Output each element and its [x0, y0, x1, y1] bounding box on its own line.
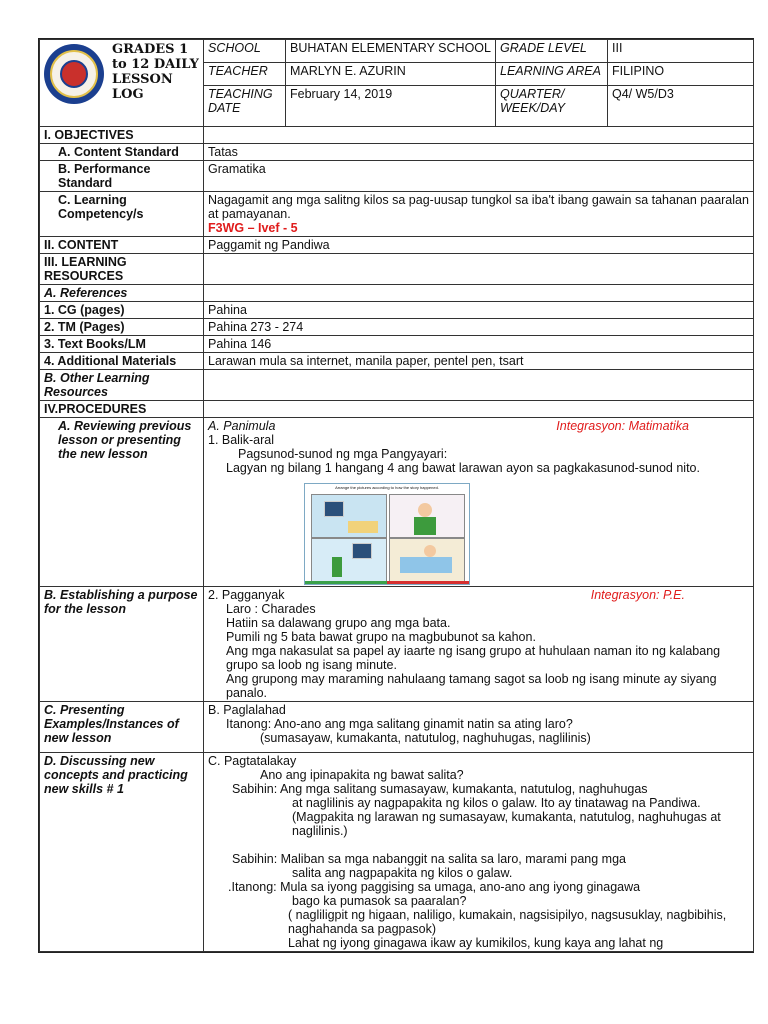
deped-seal-icon	[44, 44, 104, 104]
pagtatalakay-note: (Magpakita ng larawan ng sumasayaw, kumakanta, natutulog, naghuhugas at naglilinis.)	[292, 810, 721, 838]
procedure-d-cell	[204, 753, 754, 952]
performance-standard-value: Gramatika	[204, 161, 754, 192]
content-value: Paggamit ng Pandiwa	[204, 237, 754, 254]
lesson-log-sheet	[38, 38, 754, 953]
procedures-heading: IV.PROCEDURES	[40, 401, 204, 418]
content-standard-label: A. Content Standard	[40, 144, 204, 161]
date-value: February 14, 2019	[286, 85, 496, 127]
procedure-a-cell	[204, 418, 754, 587]
pagtatalakay-say-2: Sabihin: Maliban sa mga nabanggit na salita sa laro, marami pang mga	[232, 852, 626, 866]
teacher-value: MARLYN E. AZURIN	[286, 62, 496, 85]
pagtatalakay-say-1: Sabihin: Ang mga salitang sumasayaw, kumakanta, natutulog, naghuhugas	[232, 782, 648, 796]
pagganyak-line: Laro : Charades	[226, 602, 316, 616]
quarter-label: QUARTER/ WEEK/DAY	[496, 85, 608, 127]
tm-label: 2. TM (Pages)	[40, 319, 204, 336]
pagganyak-line: Pumili ng 5 bata bawat grupo na magbubunot sa kahon.	[226, 630, 536, 644]
paglalahad-title: B. Paglalahad	[208, 703, 286, 717]
procedure-a-label: A. Reviewing previous lesson or presenting the new lesson	[40, 418, 204, 587]
integration-pe: Integrasyon: P.E.	[590, 588, 685, 602]
competency-code: F3WG – Ivef - 5	[208, 221, 298, 235]
content-standard-value: Tatas	[204, 144, 754, 161]
pagganyak-title: 2. Pagganyak	[208, 588, 285, 602]
header-row-school	[40, 40, 754, 63]
tm-row	[40, 319, 754, 336]
competency-label: C. Learning Competency/s	[40, 192, 204, 237]
picture-panel-1	[311, 494, 387, 538]
pagtatalakay-title: C. Pagtatalakay	[208, 754, 297, 768]
quarter-value: Q4/ W5/D3	[608, 85, 754, 127]
area-label: LEARNING AREA	[496, 62, 608, 85]
content-standard-row	[40, 144, 754, 161]
procedure-d-row	[40, 753, 754, 952]
picture-caption: Arrange the pictures according to how the story happened.	[335, 485, 439, 490]
procedure-b-row	[40, 587, 754, 702]
area-value: FILIPINO	[608, 62, 754, 85]
integration-math: Integrasyon: Matimatika	[556, 419, 689, 433]
pagtatalakay-last: Lahat ng iyong ginagawa ikaw ay kumikilos, kung kaya ang lahat ng	[288, 936, 664, 950]
picture-panel-3	[311, 538, 387, 582]
grade-label: GRADE LEVEL	[496, 40, 608, 63]
paglalahad-answer: (sumasayaw, kumakanta, natutulog, naghuhugas, naglilinis)	[260, 731, 591, 745]
pagganyak-line: Ang mga nakasulat sa papel ay iaarte ng isang grupo at huhulaan naman ito ng kalabang grupo sa loob ng isang minute.	[226, 644, 721, 672]
pagganyak-line: Ang grupong may maraming nahulaang tamang sagot sa loob ng isang minute ay siyang panalo.	[226, 672, 717, 700]
textbooks-row	[40, 336, 754, 353]
performance-standard-row	[40, 161, 754, 192]
objectives-heading: I. OBJECTIVES	[40, 127, 204, 144]
log-title: GRADES 1 to 12 DAILY LESSON LOG	[112, 42, 199, 102]
pagtatalakay-say-2b: salita ang nagpapakita ng kilos o galaw.	[292, 866, 513, 880]
additional-label: 4. Additional Materials	[40, 353, 204, 370]
tm-value: Pahina 273 - 274	[204, 319, 754, 336]
content-label: II. CONTENT	[40, 237, 204, 254]
textbooks-value: Pahina 146	[204, 336, 754, 353]
procedures-heading-row	[40, 401, 754, 418]
textbooks-label: 3. Text Books/LM	[40, 336, 204, 353]
date-label: TEACHING DATE	[204, 85, 286, 127]
balik-aral-instruction: Lagyan ng bilang 1 hangang 4 ang bawat larawan ayon sa pagkakasunod-sunod nito.	[226, 461, 700, 475]
cg-row	[40, 302, 754, 319]
procedure-c-label: C. Presenting Examples/Instances of new lesson	[40, 702, 204, 753]
balik-aral: 1. Balik-aral	[208, 433, 274, 447]
additional-row	[40, 353, 754, 370]
school-label: SCHOOL	[204, 40, 286, 63]
content-row	[40, 237, 754, 254]
lesson-log-table	[39, 39, 754, 952]
pagtatalakay-ask-b: bago ka pumasok sa paaralan?	[292, 894, 467, 908]
competency-cell	[204, 192, 754, 237]
procedure-c-cell	[204, 702, 754, 753]
pagtatalakay-answer: ( nagliligpit ng higaan, naliligo, kumakain, nagsisipilyo, nagsusuklay, nagbibihis, naghahanda sa pagpasok)	[288, 908, 727, 936]
pagtatalakay-ask: .Itanong: Mula sa iyong paggising sa umaga, ano-ano ang iyong ginagawa	[228, 880, 641, 894]
competency-text: Nagagamit ang mga salitng kilos sa pag-uusap tungkol sa iba't ibang gawain sa tahanan paaralan at pamayanan.	[208, 193, 749, 221]
picture-panel-2	[389, 494, 465, 538]
resources-heading: III. LEARNING RESOURCES	[40, 254, 204, 285]
pagtatalakay-question: Ano ang ipinapakita ng bawat salita?	[260, 768, 464, 782]
procedure-d-label: D. Discussing new concepts and practicing new skills # 1	[40, 753, 204, 952]
paglalahad-question: Itanong: Ano-ano ang mga salitang ginamit natin sa ating laro?	[226, 717, 573, 731]
logo-cell	[40, 40, 204, 127]
additional-value: Larawan mula sa internet, manila paper, pentel pen, tsart	[204, 353, 754, 370]
procedure-a-row	[40, 418, 754, 587]
pagtatalakay-say-1b: at naglilinis ay nagpapakita ng kilos o galaw. Ito ay tinatawag na Pandiwa.	[292, 796, 701, 810]
competency-row	[40, 192, 754, 237]
references-row	[40, 285, 754, 302]
balik-aral-sub: Pagsunod-sunod ng mga Pangyayari:	[238, 447, 448, 461]
procedure-c-row	[40, 702, 754, 753]
procedure-b-label: B. Establishing a purpose for the lesson	[40, 587, 204, 702]
cg-label: 1. CG (pages)	[40, 302, 204, 319]
objectives-heading-row	[40, 127, 754, 144]
other-resources-label: B. Other Learning Resources	[40, 370, 204, 401]
cg-value: Pahina	[204, 302, 754, 319]
teacher-label: TEACHER	[204, 62, 286, 85]
picture-panel-4	[389, 538, 465, 582]
pagganyak-line: Hatiin sa dalawang grupo ang mga bata.	[226, 616, 451, 630]
other-resources-row	[40, 370, 754, 401]
performance-standard-label: B. Performance Standard	[40, 161, 204, 192]
panimula-title: A. Panimula	[208, 419, 276, 433]
procedure-b-cell	[204, 587, 754, 702]
story-sequence-picture	[304, 483, 470, 585]
grade-value: III	[608, 40, 754, 63]
resources-heading-row	[40, 254, 754, 285]
school-value: BUHATAN ELEMENTARY SCHOOL	[286, 40, 496, 63]
references-label: A. References	[40, 285, 204, 302]
